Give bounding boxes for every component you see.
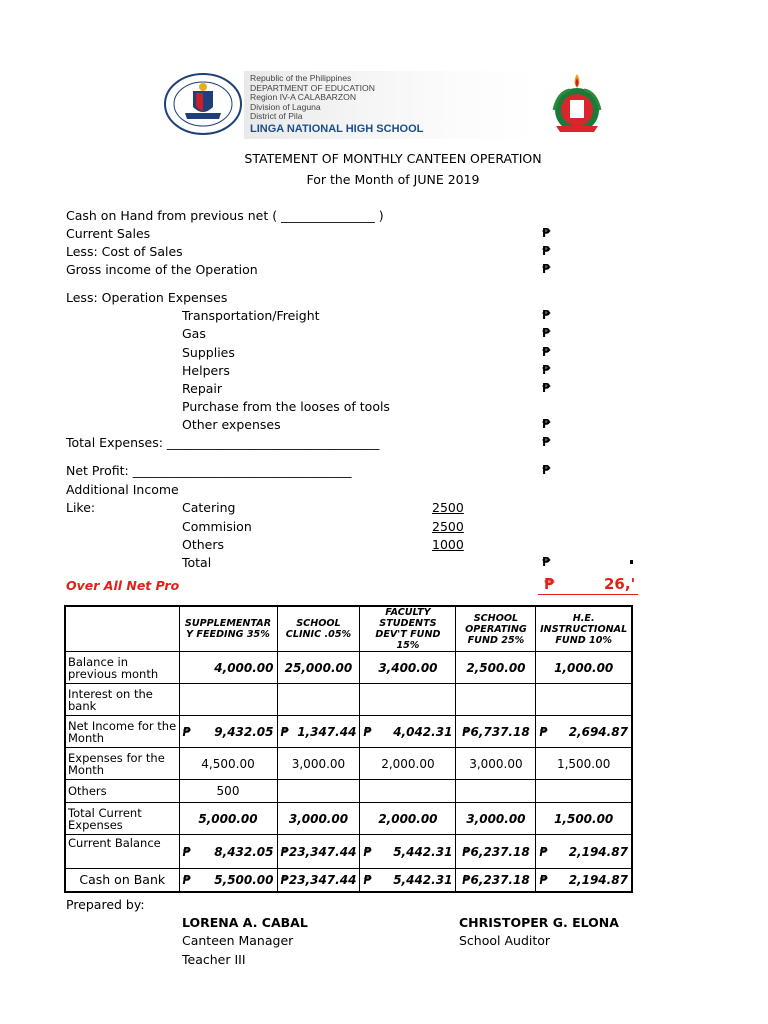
table-cell — [456, 780, 536, 803]
cell-value: 2,694.87 — [568, 724, 628, 739]
table-cell: ₱23,347.44 — [277, 869, 360, 893]
table-cell: 4,000.00 — [179, 652, 277, 684]
table-cell: 5,000.00 — [179, 803, 277, 835]
table-cell: ₱6,237.18 — [456, 835, 536, 869]
table-cell — [536, 684, 632, 716]
signer1-title-secondary: Teacher III — [182, 952, 246, 967]
letterhead — [250, 74, 423, 136]
table-row — [65, 716, 632, 748]
table-cell: 3,000.00 — [456, 748, 536, 780]
expense-item: Other expenses — [182, 417, 281, 432]
row-label: Cash on Bank — [65, 869, 179, 893]
expense-item: Transportation/Freight — [182, 308, 320, 323]
cell-value: 9,432.05 — [214, 724, 274, 739]
expense-item: Purchase from the looses of tools — [182, 399, 390, 414]
peso-sign: ₱ — [363, 724, 372, 739]
expense-item: Gas — [182, 326, 206, 341]
page-title: STATEMENT OF MONTHLY CANTEEN OPERATION — [244, 151, 542, 166]
cell-value: 2,194.87 — [568, 873, 628, 887]
letterhead-line: DEPARTMENT OF EDUCATION — [250, 82, 375, 93]
table-corner-cell — [65, 606, 179, 652]
peso-sign: ₱ — [542, 417, 551, 431]
additional-item-label: Commision — [182, 519, 252, 534]
fund-allocation-table — [64, 605, 633, 893]
cell-value: 4,042.31 — [393, 724, 453, 739]
like-label: Like: — [66, 500, 96, 515]
prepared-by-label: Prepared by: — [66, 897, 145, 912]
peso-sign: ₱ — [542, 326, 551, 340]
peso-sign: ₱ — [363, 844, 372, 859]
expense-item: Repair — [182, 381, 223, 396]
peso-sign: ₱ — [542, 555, 551, 569]
column-header: SCHOOL OPERATING FUND 25% — [456, 606, 536, 652]
table-cell — [360, 835, 456, 869]
peso-sign: ₱ — [542, 363, 551, 377]
school-logo-icon — [548, 70, 606, 138]
table-cell: 1,500.00 — [536, 803, 632, 835]
over-all-peso-sign: ₱ — [544, 575, 555, 593]
table-cell: 2,000.00 — [360, 748, 456, 780]
table-cell — [277, 780, 360, 803]
table-cell: 4,500.00 — [179, 748, 277, 780]
cell-value: 2,194.87 — [568, 844, 628, 859]
cut-off-mark — [630, 560, 633, 564]
letterhead-line: Region IV-A CALABARZON — [250, 92, 357, 103]
table-cell: ₱23,347.44 — [277, 835, 360, 869]
additional-item-amount: 1000 — [432, 537, 464, 552]
letterhead-line: Republic of the Philippines — [250, 73, 352, 83]
table-cell: 500 — [179, 780, 277, 803]
table-header-row — [65, 606, 632, 652]
table-cell: 3,000.00 — [277, 748, 360, 780]
operation-expenses-label: Less: Operation Expenses — [66, 290, 228, 305]
column-header: SUPPLEMENTAR Y FEEDING 35% — [179, 606, 277, 652]
table-cell — [536, 835, 632, 869]
table-cell — [179, 835, 277, 869]
peso-sign: ₱ — [542, 262, 551, 276]
deped-seal-icon — [163, 73, 243, 135]
table-cell — [536, 869, 632, 893]
row-label: Total Current Expenses — [65, 803, 179, 835]
table-cell: 1,000.00 — [536, 652, 632, 684]
peso-sign: ₱ — [542, 308, 551, 322]
peso-sign: ₱ — [542, 226, 551, 240]
table-cell — [277, 716, 360, 748]
row-label: Interest on the bank — [65, 684, 179, 716]
peso-sign: ₱ — [542, 345, 551, 359]
row-label: Others — [65, 780, 179, 803]
table-cell — [360, 684, 456, 716]
table-row — [65, 684, 632, 716]
over-all-underline — [538, 594, 638, 595]
additional-item-label: Catering — [182, 500, 236, 515]
letterhead-line: District of Pila — [250, 111, 303, 122]
signer1-title: Canteen Manager — [182, 933, 294, 948]
table-cell: 25,000.00 — [277, 652, 360, 684]
page-subtitle: For the Month of JUNE 2019 — [306, 172, 480, 187]
signer2-title: School Auditor — [459, 933, 551, 948]
total-label: Total — [182, 555, 212, 570]
peso-sign: ₱ — [539, 724, 548, 739]
table-cell — [536, 716, 632, 748]
peso-sign: ₱ — [539, 844, 548, 859]
table-cell — [179, 869, 277, 893]
cell-value: 5,442.31 — [393, 873, 453, 887]
peso-sign: ₱ — [182, 844, 191, 859]
table-cell — [360, 869, 456, 893]
additional-item-label: Others — [182, 537, 225, 552]
column-header: FACULTY STUDENTS DEV'T FUND 15% — [360, 606, 456, 652]
signer1-name: LORENA A. CABAL — [182, 915, 308, 930]
peso-sign: ₱ — [182, 873, 191, 887]
signer2-name: CHRISTOPER G. ELONA — [459, 915, 619, 930]
peso-sign: ₱ — [539, 873, 548, 887]
over-all-net-profit-label: Over All Net Pro — [66, 578, 180, 593]
peso-sign: ₱ — [542, 463, 551, 477]
table-cell: 3,000.00 — [456, 803, 536, 835]
table-cell: 3,000.00 — [277, 803, 360, 835]
table-cell: 2,000.00 — [360, 803, 456, 835]
table-cell — [277, 684, 360, 716]
gross-income-label: Gross income of the Operation — [66, 262, 258, 277]
table-row — [65, 748, 632, 780]
letterhead-line: Division of Laguna — [250, 101, 321, 112]
column-header: SCHOOL CLINIC .05% — [277, 606, 360, 652]
peso-sign: ₱ — [542, 244, 551, 258]
cell-value: 5,500.00 — [214, 873, 274, 887]
school-name: LINGA NATIONAL HIGH SCHOOL — [250, 122, 424, 135]
table-row — [65, 652, 632, 684]
cost-of-sales-label: Less: Cost of Sales — [66, 244, 183, 259]
peso-sign: ₱ — [363, 873, 372, 887]
table-cell — [179, 684, 277, 716]
table-cell — [360, 716, 456, 748]
total-expenses-label: Total Expenses: __________________________________ — [66, 435, 380, 450]
additional-item-amount: 2500 — [432, 519, 464, 534]
cell-value: 1,347.44 — [297, 724, 357, 739]
table-cell: 1,500.00 — [536, 748, 632, 780]
over-all-net-profit-value: 26,' — [604, 575, 636, 593]
table-cell: 2,500.00 — [456, 652, 536, 684]
peso-sign: ₱ — [280, 724, 289, 739]
current-sales-label: Current Sales — [66, 226, 151, 241]
peso-sign: ₱ — [542, 381, 551, 395]
table-cell: ₱6,237.18 — [456, 869, 536, 893]
peso-sign: ₱ — [182, 724, 191, 739]
cash-on-hand-label: Cash on Hand from previous net ( _______________ ) — [66, 208, 384, 223]
column-header: H.E. INSTRUCTIONAL FUND 10% — [536, 606, 632, 652]
table-row — [65, 803, 632, 835]
table-row — [65, 780, 632, 803]
row-label: Net Income for the Month — [65, 716, 179, 748]
additional-item-amount: 2500 — [432, 500, 464, 515]
table-cell — [179, 716, 277, 748]
table-cell — [536, 780, 632, 803]
expense-item: Supplies — [182, 345, 235, 360]
row-label: Current Balance — [65, 835, 179, 869]
net-profit-label: Net Profit: ___________________________________ — [66, 463, 352, 478]
row-label: Balance in previous month — [65, 652, 179, 684]
table-cell — [360, 780, 456, 803]
peso-sign: ₱ — [542, 435, 551, 449]
table-cell — [456, 684, 536, 716]
table-cell: ₱6,737.18 — [456, 716, 536, 748]
cell-value: 5,442.31 — [393, 844, 453, 859]
expense-item: Helpers — [182, 363, 230, 378]
additional-income-label: Additional Income — [66, 482, 179, 497]
table-row — [65, 869, 632, 893]
cell-value: 8,432.05 — [214, 844, 274, 859]
row-label: Expenses for the Month — [65, 748, 179, 780]
table-row — [65, 835, 632, 869]
table-cell: 3,400.00 — [360, 652, 456, 684]
